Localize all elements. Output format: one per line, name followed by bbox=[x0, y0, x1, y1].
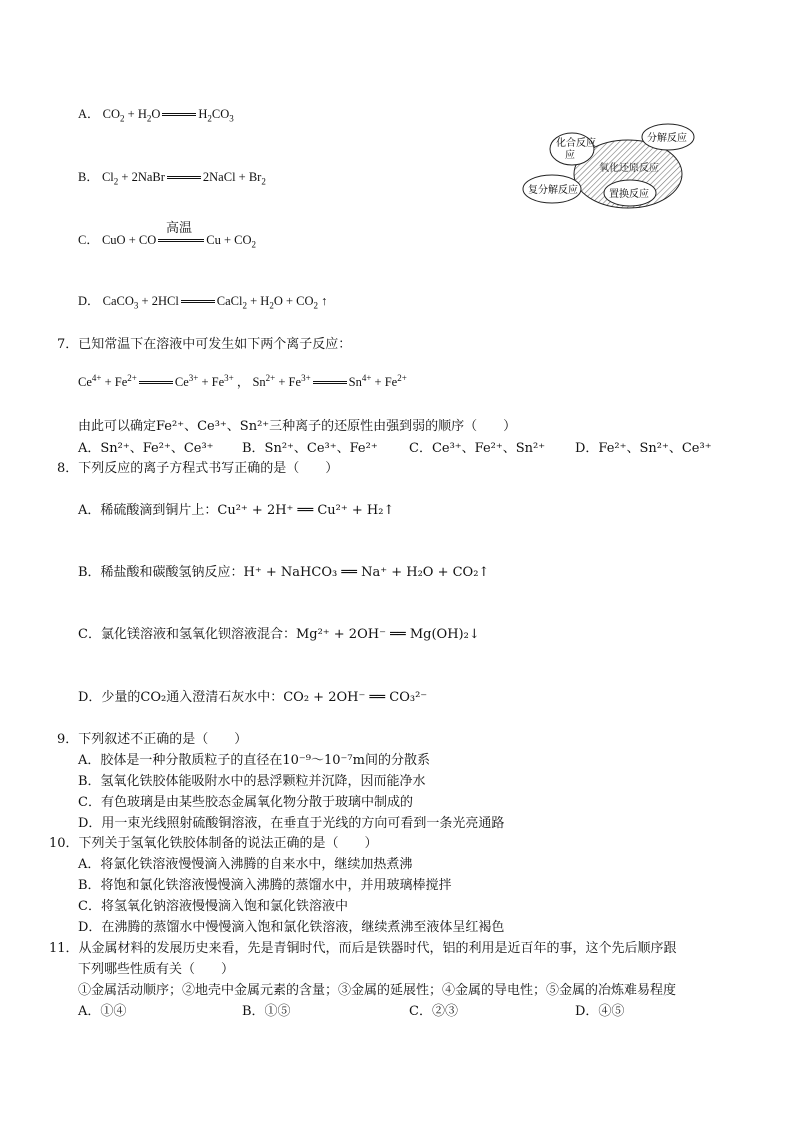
diagram-label: 应 bbox=[565, 150, 575, 161]
diagram-label: 化合反应 bbox=[556, 138, 596, 149]
option-letter: D． bbox=[78, 294, 100, 308]
q6-option-d: D． CaCO$_3$ + 2HCl CaCl$_2$ + $H_2O + CO_2$ ↑ bbox=[78, 294, 328, 311]
q11-stem-line2: 下列哪些性质有关（ ） bbox=[78, 962, 235, 977]
q11-option-c: C．②③ bbox=[409, 1004, 458, 1019]
reaction-condition-label: 高温 bbox=[166, 221, 193, 236]
q7-option-b: B．Sn²⁺、Ce³⁺、Fe²⁺ bbox=[242, 441, 378, 456]
q9-option-a: A．胶体是一种分散质粒子的直径在10⁻⁹～10⁻⁷m间的分散系 bbox=[78, 753, 430, 768]
q7-option-a: A．Sn²⁺、Fe²⁺、Ce³⁺ bbox=[78, 441, 214, 456]
q10-stem: 10．下列关于氢氧化铁胶体制备的说法正确的是（ ） bbox=[49, 836, 378, 851]
q7-stem: 7．已知常温下在溶液中可发生如下两个离子反应： bbox=[57, 337, 352, 352]
q7-question: 由此可以确定Fe²⁺、Ce³⁺、Sn²⁺三种离子的还原性由强到弱的顺序（ ） bbox=[78, 419, 517, 434]
q7-option-c: C．Ce³⁺、Fe²⁺、Sn²⁺ bbox=[409, 441, 546, 456]
q9-stem: 9．下列叙述不正确的是（ ） bbox=[57, 732, 248, 747]
q11-option-a: A．①④ bbox=[78, 1004, 127, 1019]
q8-option-c: C．氯化镁溶液和氢氧化钡溶液混合：Mg²⁺ + 2OH⁻ ══ Mg(OH)₂↓ bbox=[78, 627, 480, 642]
q8-option-b: B．稀盐酸和碳酸氢钠反应：H⁺ + NaHCO₃ ══ Na⁺ + H₂O + CO₂↑ bbox=[78, 565, 490, 580]
q7-option-d: D．Fe²⁺、Sn²⁺、Ce³⁺ bbox=[575, 441, 712, 456]
q11-stem-line1: 11．从金属材料的发展历史来看，先是青铜时代，而后是铁器时代，铝的利用是近百年的事，这个先后顺序跟 bbox=[49, 941, 677, 956]
reaction-type-diagram bbox=[520, 122, 702, 214]
q10-option-b: B．将饱和氯化铁溶液慢慢滴入沸腾的蒸馏水中，并用玻璃棒搅拌 bbox=[78, 878, 452, 893]
diagram-label: 氧化还原反应 bbox=[599, 163, 659, 174]
diagram-label: 复分解反应 bbox=[528, 185, 578, 196]
q6-option-b: B． $Cl_2$ + 2NaBr 2NaCl + $Br_2$ bbox=[78, 170, 266, 187]
diagram-label: 分解反应 bbox=[647, 133, 687, 144]
q11-items: ①金属活动顺序；②地壳中金属元素的含量；③金属的延展性；④金属的导电性；⑤金属的冶炼难易程度 bbox=[78, 983, 677, 998]
q10-option-a: A．将氯化铁溶液慢慢滴入沸腾的自来水中，继续加热煮沸 bbox=[78, 857, 413, 872]
q8-stem: 8．下列反应的离子方程式书写正确的是（ ） bbox=[57, 461, 339, 476]
option-letter: A． bbox=[78, 107, 100, 121]
q7-reactions: $Ce^{4+} + Fe^{2+}$ $Ce^{3+} + Fe^{3+}$ ， $Sn^{2+} + Fe^{3+}$ $Sn^{4+} + Fe^{2+}$ bbox=[78, 372, 407, 389]
q6-option-a: A． $CO_2 + H_2O$ $H_2CO_3$ bbox=[78, 107, 234, 124]
q9-option-c: C．有色玻璃是由某些胶态金属氧化物分散于玻璃中制成的 bbox=[78, 795, 413, 810]
q11-option-d: D．④⑤ bbox=[575, 1004, 625, 1019]
option-letter: B． bbox=[78, 170, 99, 184]
q8-option-a: A．稀硫酸滴到铜片上：Cu²⁺ + 2H⁺ ══ Cu²⁺ + H₂↑ bbox=[78, 503, 395, 518]
option-letter: C． bbox=[78, 233, 99, 247]
q6-option-c: C． CuO + CO $Cu + CO_2$ bbox=[78, 233, 257, 250]
diagram-label: 置换反应 bbox=[609, 189, 649, 200]
q10-option-c: C．将氢氧化钠溶液慢慢滴入饱和氯化铁溶液中 bbox=[78, 899, 348, 914]
q9-option-b: B．氢氧化铁胶体能吸附水中的悬浮颗粒并沉降，因而能净水 bbox=[78, 774, 426, 789]
q9-option-d: D．用一束光线照射硫酸铜溶液，在垂直于光线的方向可看到一条光亮通路 bbox=[78, 816, 505, 831]
q10-option-d: D．在沸腾的蒸馏水中慢慢滴入饱和氯化铁溶液，继续煮沸至液体呈红褐色 bbox=[78, 920, 505, 935]
q11-option-b: B．①⑤ bbox=[242, 1004, 291, 1019]
q8-option-d: D．少量的CO₂通入澄清石灰水中：CO₂ + 2OH⁻ ══ CO₃²⁻ bbox=[78, 690, 428, 705]
